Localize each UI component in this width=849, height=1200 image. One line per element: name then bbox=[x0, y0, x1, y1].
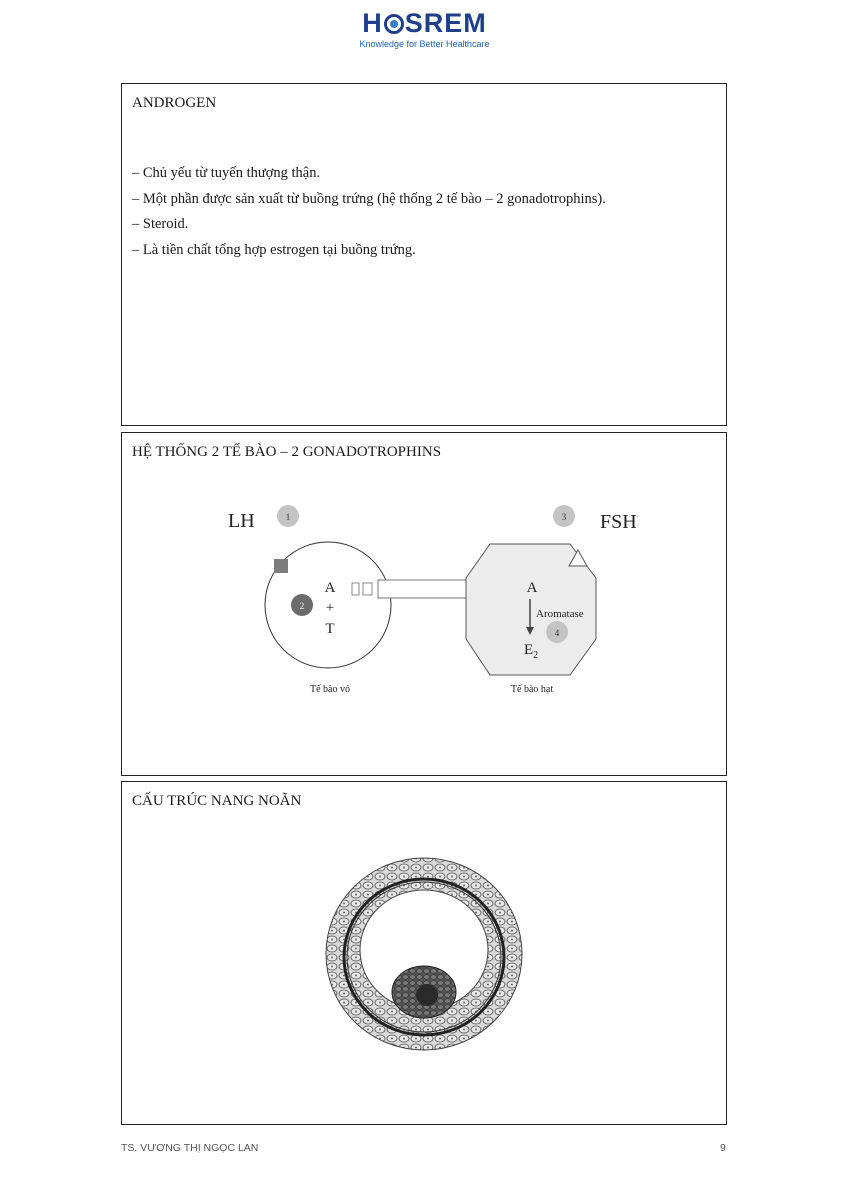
slide-title: HỆ THỐNG 2 TẾ BÀO – 2 GONADOTROPHINS bbox=[132, 444, 442, 460]
hosrem-logo bbox=[362, 8, 487, 39]
bullet-list bbox=[132, 161, 606, 263]
oocyte bbox=[416, 984, 438, 1006]
marker-1-label: 1 bbox=[285, 512, 291, 522]
theca-a: A bbox=[324, 580, 336, 596]
aromatase-label: Aromatase bbox=[536, 608, 584, 620]
marker-4-label: 4 bbox=[554, 628, 560, 638]
logo-text-pre: H bbox=[362, 8, 383, 38]
footer-author: TS. VƯƠNG THỊ NGỌC LAN bbox=[121, 1142, 259, 1154]
slide-title: CẤU TRÚC NANG NOÃN bbox=[132, 793, 302, 809]
theca-cell-label: Tế bào vỏ bbox=[310, 684, 350, 695]
transport-square bbox=[363, 583, 372, 595]
marker-2-label: 2 bbox=[299, 601, 305, 611]
slide-two-cell-system bbox=[121, 432, 727, 776]
page-number: 9 bbox=[720, 1142, 726, 1154]
follicle-illustration bbox=[122, 782, 726, 1124]
granulosa-a: A bbox=[526, 580, 538, 596]
transport-square bbox=[352, 583, 359, 595]
granulosa-cell-label: Tế bào hạt bbox=[510, 684, 554, 695]
header bbox=[0, 8, 849, 49]
theca-plus: + bbox=[325, 600, 335, 616]
slide-follicle-structure bbox=[121, 781, 727, 1125]
lh-label: LH bbox=[228, 510, 255, 532]
fsh-label: FSH bbox=[600, 511, 637, 533]
marker-3-label: 3 bbox=[561, 512, 567, 522]
slide-title: ANDROGEN bbox=[132, 95, 217, 111]
e2-subscript: 2 bbox=[533, 650, 539, 661]
slide-androgen bbox=[121, 83, 727, 426]
logo-text-post: SREM bbox=[404, 8, 487, 38]
bullet-item: – Chủ yếu từ tuyến thượng thận. bbox=[132, 165, 321, 181]
two-cell-diagram bbox=[122, 433, 726, 775]
bullet-item: – Một phần được sản xuất từ buồng trứng (hệ thống 2 tế bào – 2 gonadotrophins). bbox=[132, 190, 606, 207]
logo-globe-icon bbox=[384, 14, 404, 34]
logo-tagline: Knowledge for Better Healthcare bbox=[359, 39, 490, 49]
e2-text: E bbox=[524, 642, 534, 658]
bullet-item: – Steroid. bbox=[132, 216, 189, 232]
bullet-item: – Là tiền chất tổng hợp estrogen tại buồng trứng. bbox=[132, 241, 416, 258]
lh-receptor-square bbox=[274, 559, 288, 573]
theca-t: T bbox=[325, 621, 335, 637]
